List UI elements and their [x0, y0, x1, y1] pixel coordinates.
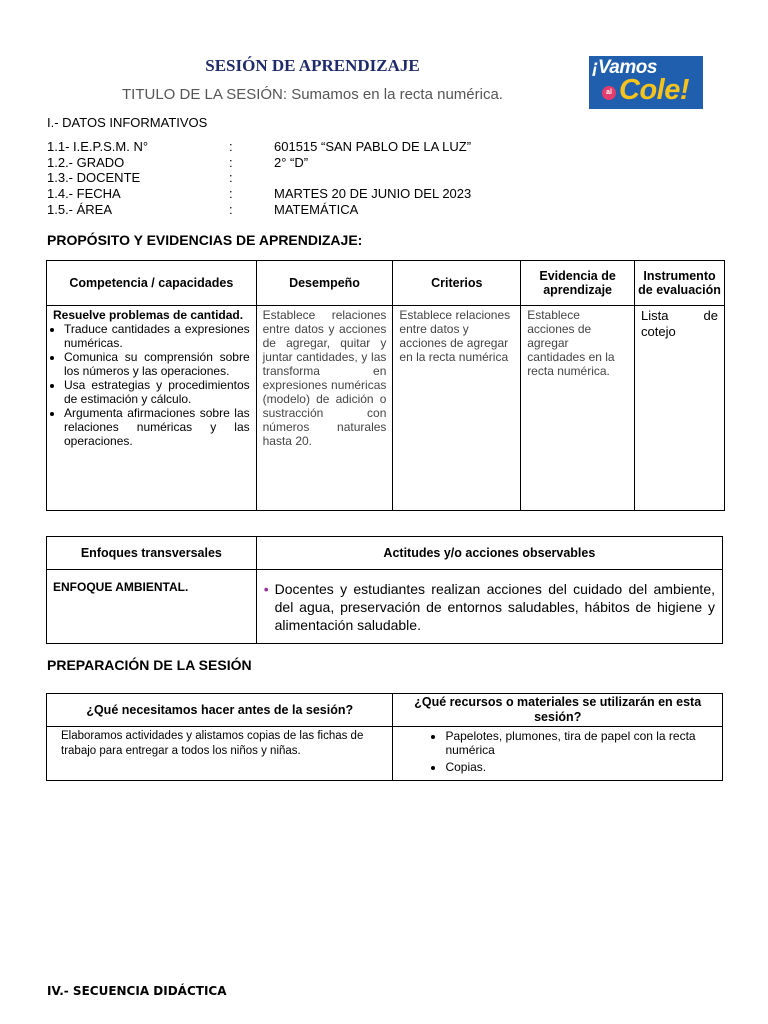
logo-line2: Cole! [619, 74, 689, 106]
competencia-title: Resuelve problemas de cantidad. [53, 308, 244, 322]
list-item: • Argumenta afirmaciones sobre las relaciones numéricas y las operaciones. [64, 406, 250, 448]
session-title: TITULO DE LA SESIÓN: Sumamos en la recta numérica. [122, 86, 503, 103]
accion-text: Docentes y estudiantes realizan acciones del cuidado del ambiente, del agua, preservación de entornos saludables, hábitos de higiene y alimentación saludable. [274, 581, 715, 633]
col-header: Evidencia de aprendizaje [521, 261, 635, 306]
logo-line1: ¡Vamos [592, 57, 657, 78]
vamos-al-cole-logo [589, 56, 703, 109]
preparacion-heading: PREPARACIÓN DE LA SESIÓN [47, 657, 252, 673]
col-header: Enfoques transversales [47, 537, 257, 570]
col-header: Desempeño [256, 261, 393, 306]
list-item: • Comunica su comprensión sobre los números y las operaciones. [64, 350, 250, 378]
accion-cell [256, 570, 722, 644]
preparacion-table [46, 693, 723, 781]
document-title: SESIÓN DE APRENDIZAJE [205, 56, 420, 75]
criterios-cell: Establece relaciones entre datos y acciones de agregar en la recta numérica [393, 306, 521, 511]
recursos-cell [393, 727, 723, 781]
desempeno-cell: Establece relaciones entre datos y acciones de agregar, quitar y juntar cantidades, y las transforma en expresiones numéricas (modelo) de adición o sustracción con números naturales hasta 20. [256, 306, 393, 511]
col-header: Criterios [393, 261, 521, 306]
capacidades-list [53, 322, 250, 448]
col-header: Instrumento de evaluación [635, 261, 725, 306]
enfoques-table [46, 536, 723, 644]
col-header: Actitudes y/o acciones observables [256, 537, 722, 570]
proposito-heading: PROPÓSITO Y EVIDENCIAS DE APRENDIZAJE: [47, 232, 363, 248]
competencia-cell [47, 306, 257, 511]
logo-badge: al [602, 86, 616, 100]
list-item: • Copias. [445, 760, 716, 774]
evidencia-cell: Establece acciones de agregar cantidades en la recta numérica. [521, 306, 635, 511]
list-item: • Traduce cantidades a expresiones numéricas. [64, 322, 250, 350]
secuencia-heading: IV.- SECUENCIA DIDÁCTICA [47, 984, 227, 998]
enfoque-cell: ENFOQUE AMBIENTAL. [47, 570, 257, 644]
list-item: • Usa estrategias y procedimientos de estimación y cálculo. [64, 378, 250, 406]
instrumento-cell: Lista de cotejo [635, 306, 725, 511]
list-item: • Papelotes, plumones, tira de papel con la recta numérica [445, 729, 716, 757]
col-header: ¿Qué recursos o materiales se utilizarán en esta sesión? [393, 694, 723, 727]
datos-heading: I.- DATOS INFORMATIVOS [47, 115, 208, 130]
antes-cell: Elaboramos actividades y alistamos copias de las fichas de trabajo para entregar a todos los niños y niñas. [47, 727, 393, 781]
bullet-icon: • [263, 581, 269, 597]
proposito-table [46, 260, 725, 511]
recursos-list [399, 729, 716, 774]
col-header: ¿Qué necesitamos hacer antes de la sesión? [47, 694, 393, 727]
col-header: Competencia / capacidades [47, 261, 257, 306]
